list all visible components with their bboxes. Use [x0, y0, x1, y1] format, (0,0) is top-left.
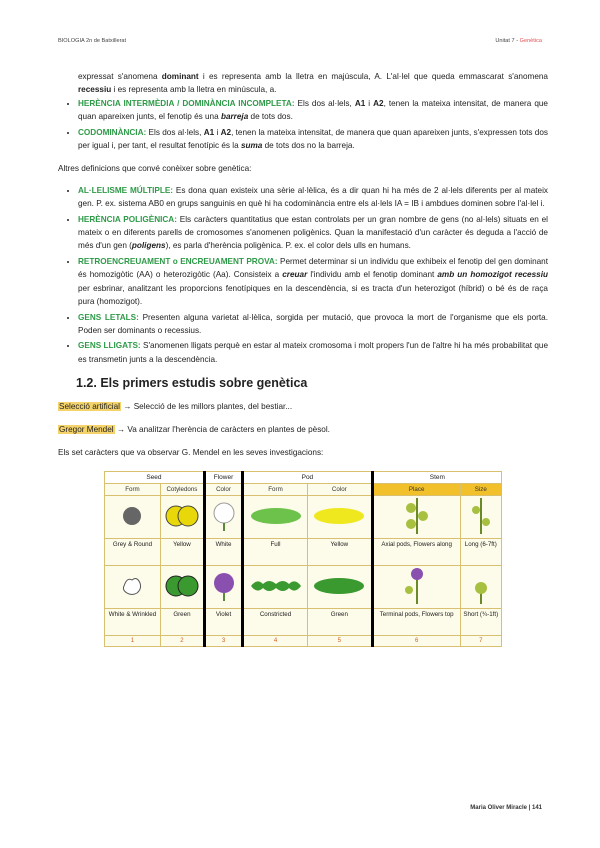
- terminal-plant-icon: [372, 566, 460, 609]
- definitions-intro: Altres definicions que convé conèixer sobre genètica:: [58, 164, 252, 174]
- header-topic: Genètica: [519, 38, 542, 44]
- col-header: Form: [105, 484, 161, 496]
- group-stem: Stem: [372, 472, 501, 484]
- full-pod-icon: [243, 496, 308, 539]
- intro-paragraph: expressat s'anomena dominant i es representa amb la lletra en majúscula, A. L'al·lel que queda emmascarat s'anomena recessiu i es representa amb la lletra en minúscula, a.: [78, 72, 548, 95]
- inheritance-list: [58, 97, 548, 153]
- list-item: • GENS LETALS: Presenten alguna varietat al·lèlica, sorgida per mutació, que provoca la mort de l'organisme que els porta. Poden ser dominants o recessius.: [78, 311, 548, 338]
- long-plant-icon: [460, 496, 501, 539]
- white-wrinkled-seed-icon: [105, 566, 161, 609]
- selection-line: Selecció artificial → Selecció de les millors plantes, del bestiar...: [59, 402, 293, 412]
- green-cotyledon-icon: [160, 566, 204, 609]
- mendel-traits-table: Seed Flower Pod Stem Form Cotyledons Color Form Color Place Size Grey & Round Yellow White Full Yellow Axial pods, Flowers along Long (6-7ft) White & Wrinkled Green Violet Constricted Green Terminal pods, Flowers top Short (¾-1ft) 1 2 3 4 5 6 7: [104, 471, 502, 647]
- group-seed: Seed: [105, 472, 205, 484]
- list-item: • AL·LELISME MÚLTIPLE: Es dona quan existeix una sèrie al·lèlica, és a dir quan hi ha més de 2 al·lels diferents per al mateix gen. P. ex. sistema AB0 en grups sanguinis en què hi ha codominància entre els al·lels IA = IB i ambdues dominen sobre l'al·lel i.: [78, 184, 548, 211]
- header-right: [495, 38, 542, 44]
- group-pod: Pod: [243, 472, 373, 484]
- col-header: Form: [243, 484, 308, 496]
- header-left: BIOLOGIA 2n de Batxillerat: [58, 38, 127, 44]
- constricted-pod-icon: [243, 566, 308, 609]
- header-unit: Unitat 7 -: [495, 38, 520, 44]
- list-item: • RETROENCREUAMENT o ENCREUAMENT PROVA: Permet determinar si un individu que exhibeix el fenotip del gen dominant és homozigòtic (AA) o heterozigòtic (Aa). Consisteix a creuar l'individu amb el fenotip dominant amb un homozigot recessiu per esbrinar, analitzant les proporcions fenotípiques en la descendència, si es tracta d'un heterozigot (híbrid) o bé és de raça pura (homozigot).: [78, 255, 548, 309]
- col-header: Cotyledons: [160, 484, 204, 496]
- table-intro: Els set caràcters que va observar G. Mendel en les seves investigacions:: [58, 448, 324, 458]
- section-title: 1.2. Els primers estudis sobre genètica: [76, 376, 308, 391]
- axial-plant-icon: [372, 496, 460, 539]
- selection-term: Selecció artificial: [59, 402, 120, 412]
- violet-flower-icon: [204, 566, 242, 609]
- grey-round-seed-icon: [105, 496, 161, 539]
- list-item: • CODOMINÀNCIA: Els dos al·lels, A1 i A2, tenen la mateixa intensitat, de manera que quan apareixen junts, s'expressen tots dos per igual i, per tant, el resultat fenotípic és la suma de tots dos no la barreja.: [78, 126, 548, 153]
- col-header: Size: [460, 484, 501, 496]
- list-item: • HERÈNCIA INTERMÈDIA / DOMINÀNCIA INCOMPLETA: Els dos al·lels, A1 i A2, tenen la mateixa intensitat, de manera que quan apareixen junts, el fenotip és una barreja de tots dos.: [78, 97, 548, 124]
- mendel-term: Gregor Mendel: [59, 425, 114, 435]
- yellow-pod-icon: [307, 496, 372, 539]
- group-flower: Flower: [204, 472, 242, 484]
- col-header: Color: [307, 484, 372, 496]
- page-footer: Maria Oliver Miracle | 141: [470, 805, 542, 811]
- short-plant-icon: [460, 566, 501, 609]
- list-item: • HERÈNCIA POLIGÈNICA: Els caràcters quantitatius que estan controlats per un gran nombre de gens (no al·lels) situats en el mateix o en diferents parells de cromosomes s'anomenen poligènics. Quan la manifestació d'un caràcter és deguda a l'acció de més d'un gen (poligens), es parla d'herència poligènica. P. ex. el color dels ulls en humans.: [78, 213, 548, 253]
- col-header: Color: [204, 484, 242, 496]
- definitions-list: [58, 184, 548, 366]
- mendel-line: Gregor Mendel → Va analitzar l'herència de caràcters en plantes de pèsol.: [59, 425, 330, 435]
- yellow-cotyledon-icon: [160, 496, 204, 539]
- green-pod-icon: [307, 566, 372, 609]
- white-flower-icon: [204, 496, 242, 539]
- list-item: • GENS LLIGATS: S'anomenen lligats perquè en estar al mateix cromosoma i molt propers l'un de l'altre hi ha més probabilitat que es transmetin junts a la descendència.: [78, 339, 548, 366]
- col-header: Place: [372, 484, 460, 496]
- page-body: [58, 70, 548, 647]
